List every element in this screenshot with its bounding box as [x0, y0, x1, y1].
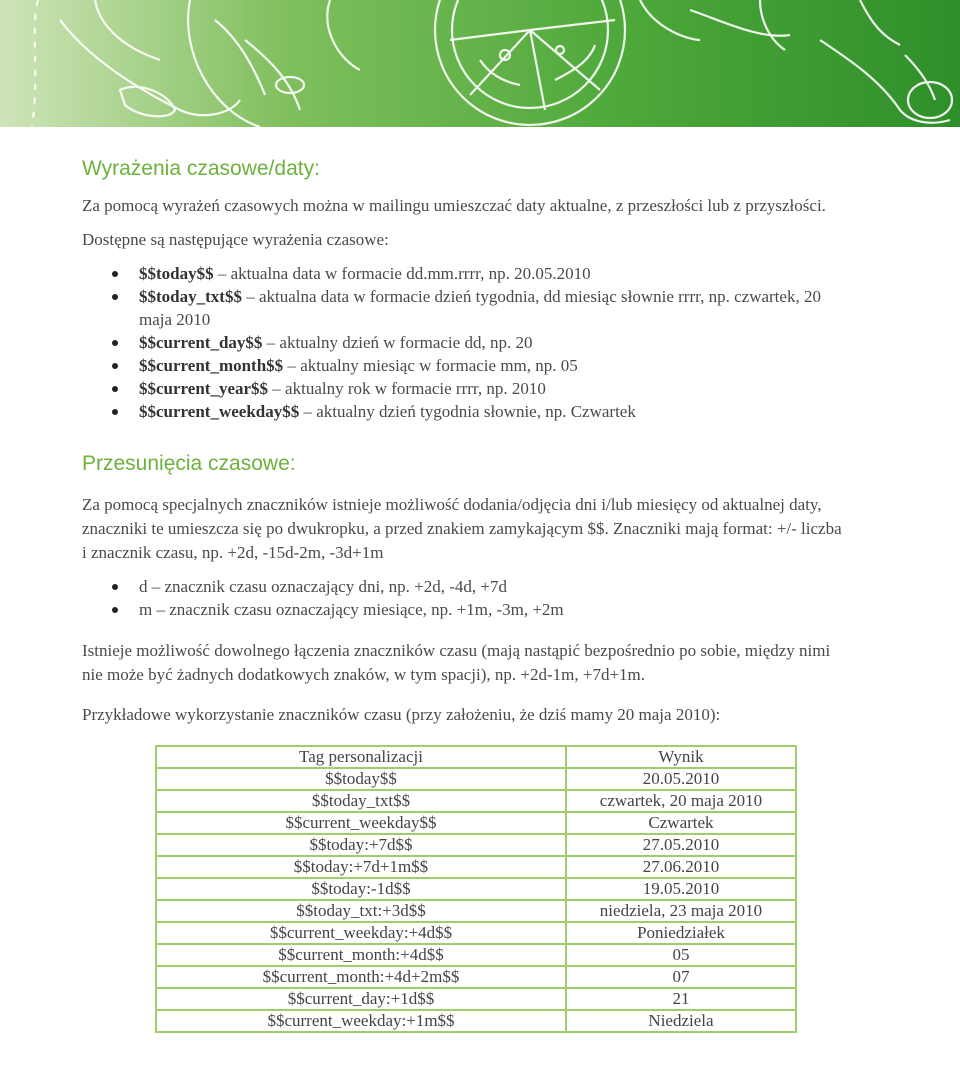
tag-label: $$current_weekday$$ [139, 402, 300, 421]
table-cell: 27.05.2010 [566, 834, 796, 856]
table-cell: $$today:+7d$$ [156, 834, 566, 856]
table-row [156, 944, 796, 966]
list-item [82, 331, 842, 354]
table-row [156, 812, 796, 834]
list-item [82, 354, 842, 377]
table-row [156, 790, 796, 812]
table-row [156, 966, 796, 988]
time-expression-list [82, 262, 842, 423]
header-banner [0, 0, 960, 127]
table-row [156, 922, 796, 944]
table-cell: Czwartek [566, 812, 796, 834]
table-cell: czwartek, 20 maja 2010 [566, 790, 796, 812]
tag-label: $$current_year$$ [139, 379, 269, 398]
table-row [156, 988, 796, 1010]
paragraph-shift-intro: Za pomocą specjalnych znaczników istnieje możliwość dodania/odjęcia dni i/lub miesięcy od aktualnej daty, znaczniki te umieszcza się po dwukropku, a przed znakiem zamykającym $$. Znaczniki mają format: +/- liczba i znacznik czasu, np. +2d, -15d-2m, -3d+1m [82, 495, 842, 562]
shift-marker-list [82, 575, 842, 621]
paragraph-example: Przykładowe wykorzystanie znaczników czasu (przy założeniu, że dziś mamy 20 maja 2010): [82, 705, 721, 724]
table-header-row [156, 746, 796, 768]
table-cell: 05 [566, 944, 796, 966]
table-row [156, 900, 796, 922]
table-header-cell: Wynik [566, 746, 796, 768]
paragraph-combine: Istnieje możliwość dowolnego łączenia znaczników czasu (mają nastąpić bezpośrednio po sobie, między nimi nie może być żadnych dodatkowych znaków, w tym spacji), np. +2d-1m, +7d+1m. [82, 641, 831, 684]
tag-description: – aktualny miesiąc w formacie mm, np. 05 [287, 356, 578, 375]
tag-label: $$current_month$$ [139, 356, 284, 375]
table-cell: $$today:+7d+1m$$ [156, 856, 566, 878]
table-cell: $$current_weekday:+4d$$ [156, 922, 566, 944]
tag-description: – aktualna data w formacie dzień tygodnia, dd miesiąc słownie rrrr, np. czwartek, 20 maja 2010 [139, 287, 821, 329]
table-cell: 20.05.2010 [566, 768, 796, 790]
table-cell: $$current_weekday$$ [156, 812, 566, 834]
table-cell: 27.06.2010 [566, 856, 796, 878]
table-cell: $$current_day:+1d$$ [156, 988, 566, 1010]
table-row [156, 1010, 796, 1032]
table-header-cell: Tag personalizacji [156, 746, 566, 768]
paragraph-intro: Za pomocą wyrażeń czasowych można w mailingu umieszczać daty aktualne, z przeszłości lub z przyszłości. [82, 196, 826, 215]
tag-description: – aktualny dzień w formacie dd, np. 20 [266, 333, 533, 352]
example-table [155, 745, 797, 1033]
tag-description: – aktualny dzień tygodnia słownie, np. Czwartek [303, 402, 636, 421]
list-item [82, 262, 842, 285]
tag-description: – aktualna data w formacie dd.mm.rrrr, np. 20.05.2010 [217, 264, 591, 283]
list-item [82, 285, 842, 331]
table-cell: niedziela, 23 maja 2010 [566, 900, 796, 922]
table-row [156, 856, 796, 878]
table-cell: $$today:-1d$$ [156, 878, 566, 900]
table-cell: $$today_txt$$ [156, 790, 566, 812]
table-cell: $$today$$ [156, 768, 566, 790]
table-cell: Poniedziałek [566, 922, 796, 944]
section-heading-time-shifts: Przesunięcia czasowe: [82, 452, 296, 475]
list-item: m – znacznik czasu oznaczający miesiące, np. +1m, -3m, +2m [82, 598, 842, 621]
tag-description: – aktualny rok w formacie rrrr, np. 2010 [272, 379, 546, 398]
table-row [156, 768, 796, 790]
list-item [82, 400, 842, 423]
list-item [82, 377, 842, 400]
table-row [156, 878, 796, 900]
table-cell: $$current_month:+4d+2m$$ [156, 966, 566, 988]
table-cell: 07 [566, 966, 796, 988]
tag-label: $$current_day$$ [139, 333, 263, 352]
table-cell: $$today_txt:+3d$$ [156, 900, 566, 922]
table-cell: $$current_weekday:+1m$$ [156, 1010, 566, 1032]
list-item: d – znacznik czasu oznaczający dni, np. +2d, -4d, +7d [82, 575, 842, 598]
table-cell: Niedziela [566, 1010, 796, 1032]
paragraph-available: Dostępne są następujące wyrażenia czasowe: [82, 230, 389, 249]
section-heading-time-expressions: Wyrażenia czasowe/daty: [82, 157, 320, 180]
tag-label: $$today_txt$$ [139, 287, 242, 306]
table-row [156, 834, 796, 856]
table-cell: 21 [566, 988, 796, 1010]
table-cell: $$current_month:+4d$$ [156, 944, 566, 966]
tag-label: $$today$$ [139, 264, 214, 283]
citrus-illustration [0, 0, 960, 127]
table-cell: 19.05.2010 [566, 878, 796, 900]
document-body [82, 154, 842, 1033]
